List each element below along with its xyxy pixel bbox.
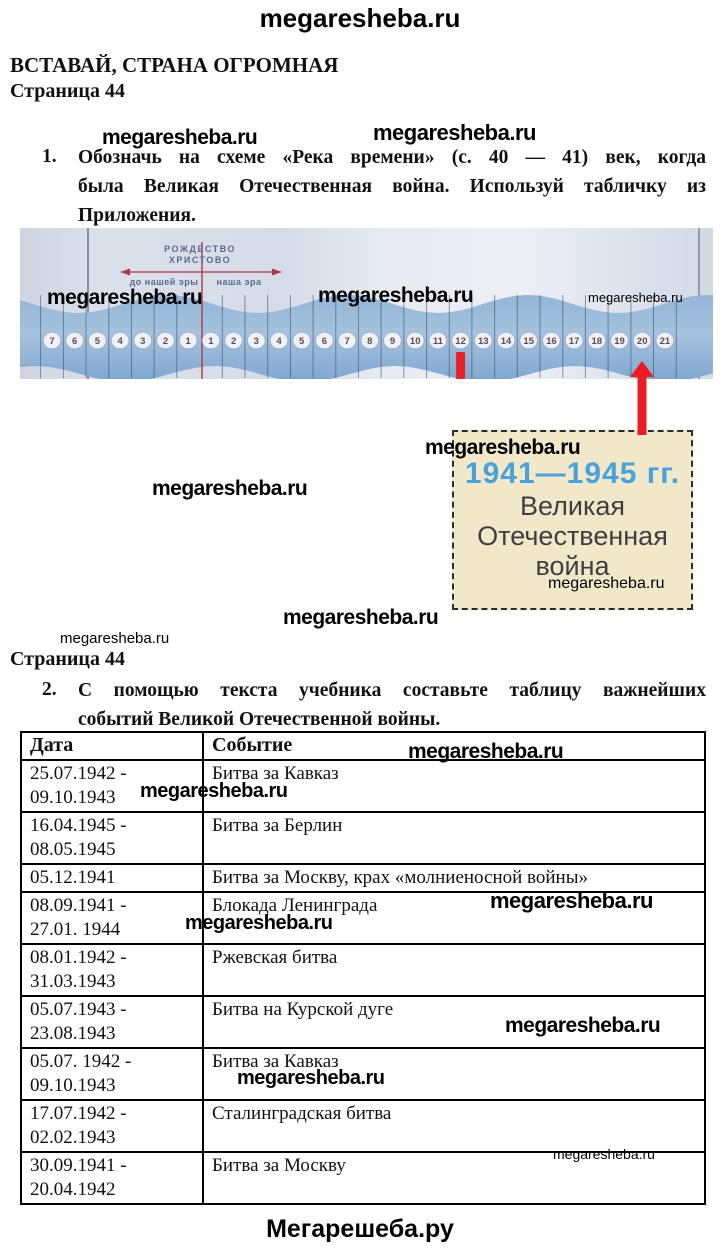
century-number: 7 xyxy=(344,335,350,347)
table-row xyxy=(21,760,705,812)
event-cell: Сталинградская битва xyxy=(203,1100,705,1152)
event-cell: Битва за Кавказ xyxy=(203,760,705,812)
card-title-line-2: Отечественная xyxy=(477,521,668,551)
century-number: 10 xyxy=(409,335,421,347)
watermark: megaresheba.ru xyxy=(373,120,536,145)
date-cell: 16.04.1945 - 08.05.1945 xyxy=(21,812,203,864)
ce-era-label: наша эра xyxy=(216,277,262,287)
events-table-body xyxy=(21,760,705,1204)
date-cell: 25.07.1942 - 09.10.1943 xyxy=(21,760,203,812)
century-number: 19 xyxy=(614,335,625,347)
card-years: 1941—1945 гг. xyxy=(464,457,681,490)
century-number: 21 xyxy=(659,335,671,347)
event-cell: Блокада Ленинграда xyxy=(203,892,705,944)
event-cell: Битва за Москву xyxy=(203,1152,705,1204)
century-number: 3 xyxy=(253,335,259,347)
table-row xyxy=(21,1100,705,1152)
century-number: 2 xyxy=(230,335,237,347)
date-column-header: Дата xyxy=(21,732,203,760)
century-number: 11 xyxy=(432,335,443,347)
century-number: 6 xyxy=(321,335,328,347)
task-2-line-2: событий Великой Отечественной войны. xyxy=(78,709,441,730)
watermark: megaresheba.ru xyxy=(102,126,258,149)
red-arrow-indicator xyxy=(629,361,655,435)
century-number: 5 xyxy=(94,335,101,347)
site-header-text: megaresheba.ru xyxy=(259,3,461,33)
date-cell: 30.09.1941 - 20.04.1942 xyxy=(21,1152,203,1204)
date-cell: 17.07.1942 - 02.02.1943 xyxy=(21,1100,203,1152)
century-number: 20 xyxy=(636,335,648,347)
watermark: megaresheba.ru xyxy=(425,436,581,459)
task-1-line-2: была Великая Отечественная война. Используй табличку из xyxy=(78,176,706,197)
watermark: megaresheba.ru xyxy=(152,477,308,500)
century-number: 9 xyxy=(389,335,396,347)
century-number: 4 xyxy=(117,335,123,347)
watermark: megaresheba.ru xyxy=(140,780,288,802)
date-cell: 08.09.1941 - 27.01. 1944 xyxy=(21,892,203,944)
bce-era-label: до нашей эры xyxy=(129,277,199,287)
watermark: megaresheba.ru xyxy=(318,284,474,307)
century-number: 16 xyxy=(546,335,557,347)
task-1-number: 1. xyxy=(42,146,57,167)
task-1-line-3: Приложения. xyxy=(78,205,196,226)
page-title: ВСТАВАЙ, СТРАНА ОГРОМНАЯ xyxy=(10,53,339,77)
christmas-label-line-1: РОЖДЕСТВО xyxy=(164,244,236,254)
century-number: 15 xyxy=(523,335,534,347)
table-row xyxy=(21,944,705,996)
task-2-number: 2. xyxy=(42,679,57,700)
date-cell: 05.12.1941 xyxy=(21,864,203,892)
watermark: megaresheba.ru xyxy=(185,912,333,934)
century-number: 4 xyxy=(276,335,282,347)
century-number: 18 xyxy=(591,335,603,347)
event-cell: Битва за Кавказ xyxy=(203,1048,705,1100)
century-number: 1 xyxy=(185,335,191,347)
century-number: 1 xyxy=(208,335,214,347)
watermark: megaresheba.ru xyxy=(408,740,564,763)
century-number: 14 xyxy=(500,335,512,347)
site-footer-text: Мегарешеба.ру xyxy=(266,1215,454,1243)
century-number: 6 xyxy=(72,335,78,347)
watermark: megaresheba.ru xyxy=(237,1067,385,1089)
century-number: 7 xyxy=(49,335,55,347)
watermark: megaresheba.ru xyxy=(490,888,653,913)
century-number: 2 xyxy=(162,335,169,347)
watermark: megaresheba.ru xyxy=(548,575,665,592)
task-2-line-1: С помощью текста учебника составьте таблицу важнейших xyxy=(78,680,706,701)
event-cell: Битва за Москву, крах «молниеносной войны» xyxy=(203,864,705,892)
card-title-line-1: Великая xyxy=(519,491,625,521)
watermark: megaresheba.ru xyxy=(47,286,203,309)
table-header-row xyxy=(21,732,705,760)
watermark: megaresheba.ru xyxy=(553,1146,655,1162)
watermark: megaresheba.ru xyxy=(505,1014,661,1037)
event-cell: Битва на Курской дуге xyxy=(203,996,705,1048)
date-cell: 08.01.1942 - 31.03.1943 xyxy=(21,944,203,996)
watermark: megaresheba.ru xyxy=(60,630,170,647)
date-cell: 05.07.1943 - 23.08.1943 xyxy=(21,996,203,1048)
table-row xyxy=(21,812,705,864)
page-number-label-2: Страница 44 xyxy=(10,648,125,670)
christmas-label-line-2: ХРИСТОВО xyxy=(168,255,232,265)
century-number: 3 xyxy=(140,335,146,347)
card-title-line-3: война xyxy=(535,551,610,581)
task-1-line-1: Обозначь на схеме «Река времени» (с. 40 — 41) век, когда xyxy=(78,147,706,168)
century-number: 12 xyxy=(455,335,466,347)
date-cell: 05.07. 1942 - 09.10.1943 xyxy=(21,1048,203,1100)
watermark: megaresheba.ru xyxy=(588,290,683,305)
event-column-header: Событие xyxy=(203,732,705,760)
era-range-arrow xyxy=(120,269,282,276)
red-mark-century-12 xyxy=(456,352,465,379)
watermark: megaresheba.ru xyxy=(283,606,439,629)
century-number: 13 xyxy=(478,335,489,347)
event-cell: Ржевская битва xyxy=(203,944,705,996)
page-number-label: Страница 44 xyxy=(10,80,125,102)
century-number: 17 xyxy=(568,335,580,347)
event-cell: Битва за Берлин xyxy=(203,812,705,864)
century-number: 8 xyxy=(367,335,373,347)
events-table xyxy=(20,731,706,1205)
century-number: 5 xyxy=(299,335,305,347)
